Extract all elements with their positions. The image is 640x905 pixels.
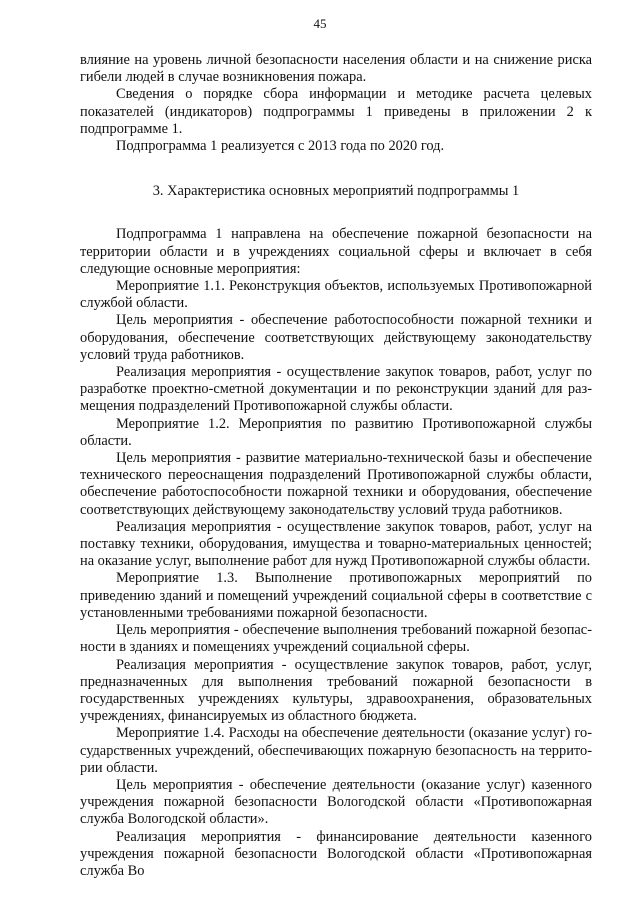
paragraph-measure-1-2: Мероприятие 1.2. Мероприятия по развитию Противопожарной службы области. (80, 415, 592, 449)
paragraph-measure-1-3-implementation: Реализация мероприятия - осуществление закупок товаров, работ, услуг, предназначенных для выполнения требований пожарной безопасности в государственных учреждениях культуры, здравоохранения, образовательных учреждениях, финансируемых из областного бюджета. (80, 656, 592, 725)
paragraph-measure-1-1-implementation: Реализация мероприятия - осуществление закупок товаров, работ, услуг по разработке проектно-сметной документации и по реконструкции зданий для размещения подразделений Противопожарной службы области. (80, 364, 592, 415)
section-heading: 3. Характеристика основных мероприятий подпрограммы 1 (152, 183, 520, 200)
paragraph-indicators-info: Сведения о порядке сбора информации и методике расчета целевых показателей (индикаторов) подпрограммы 1 приведены в приложении 2 к подпрограмме 1. (80, 86, 592, 137)
paragraph-measure-1-2-goal: Цель мероприятия - развитие материально-технической базы и обеспечение технического переоснащения подразделений Противопожарной службы области, обеспечение работоспособности пожарной техники и оборудования, обеспечение соответствующих действующему законодательству условий труда работников. (80, 450, 592, 518)
paragraph-measure-1-4-implementation: Реализация мероприятия - финансирование деятельности казенного учреждения пожарной безопасности Вологодской области «Противопожарная служба Во (80, 828, 592, 879)
paragraph-measure-1-4-goal: Цель мероприятия - обеспечение деятельности (оказание услуг) казенного учреждения пожарной безопасности Вологодской области «Противопожарная служба Вологодской области». (80, 776, 592, 828)
paragraph-implementation-period: Подпрограмма 1 реализуется с 2013 года по 2020 год. (116, 138, 445, 155)
paragraph-subprogram-overview: Подпрограмма 1 направлена на обеспечение пожарной безопасности на территории области и в учреждениях социальной сферы и включает в себя следующие основные мероприятия: (80, 226, 592, 277)
document-body (80, 52, 592, 880)
paragraph-measure-1-4: Мероприятие 1.4. Расходы на обеспечение деятельности (оказание услуг) государственных учреждений, обеспечивающих пожарную безопасность на территории области. (80, 725, 592, 776)
paragraph-measure-1-3: Мероприятие 1.3. Выполнение противопожарных мероприятий по приведению зданий и помещений учреждений социальной сферы в соответствие с установленными требованиями пожарной безопасности. (80, 570, 592, 621)
page-number: 45 (313, 16, 327, 31)
paragraph-measure-1-1-goal: Цель мероприятия - обеспечение работоспособности пожарной техники и оборудования, обеспечение соответствующих действующему законодательству условий труда работников. (80, 312, 592, 363)
paragraph-measure-1-3-goal: Цель мероприятия - обеспечение выполнения требований пожарной безопасности в зданиях и помещениях учреждений социальной сферы. (80, 622, 592, 656)
paragraph-measure-1-2-implementation: Реализация мероприятия - осуществление закупок товаров, работ, услуг на поставку техники, оборудования, имущества и товарно-материальных ценностей; на оказание услуг, выполнение работ для нужд Противопожарной службы области. (80, 518, 592, 570)
paragraph-measure-1-1: Мероприятие 1.1. Реконструкция объектов, используемых Противопожарной службой области. (80, 278, 592, 312)
paragraph-intro-continuation: влияние на уровень личной безопасности населения области и на снижение риска гибели людей в случае возникновения пожара. (80, 52, 592, 86)
